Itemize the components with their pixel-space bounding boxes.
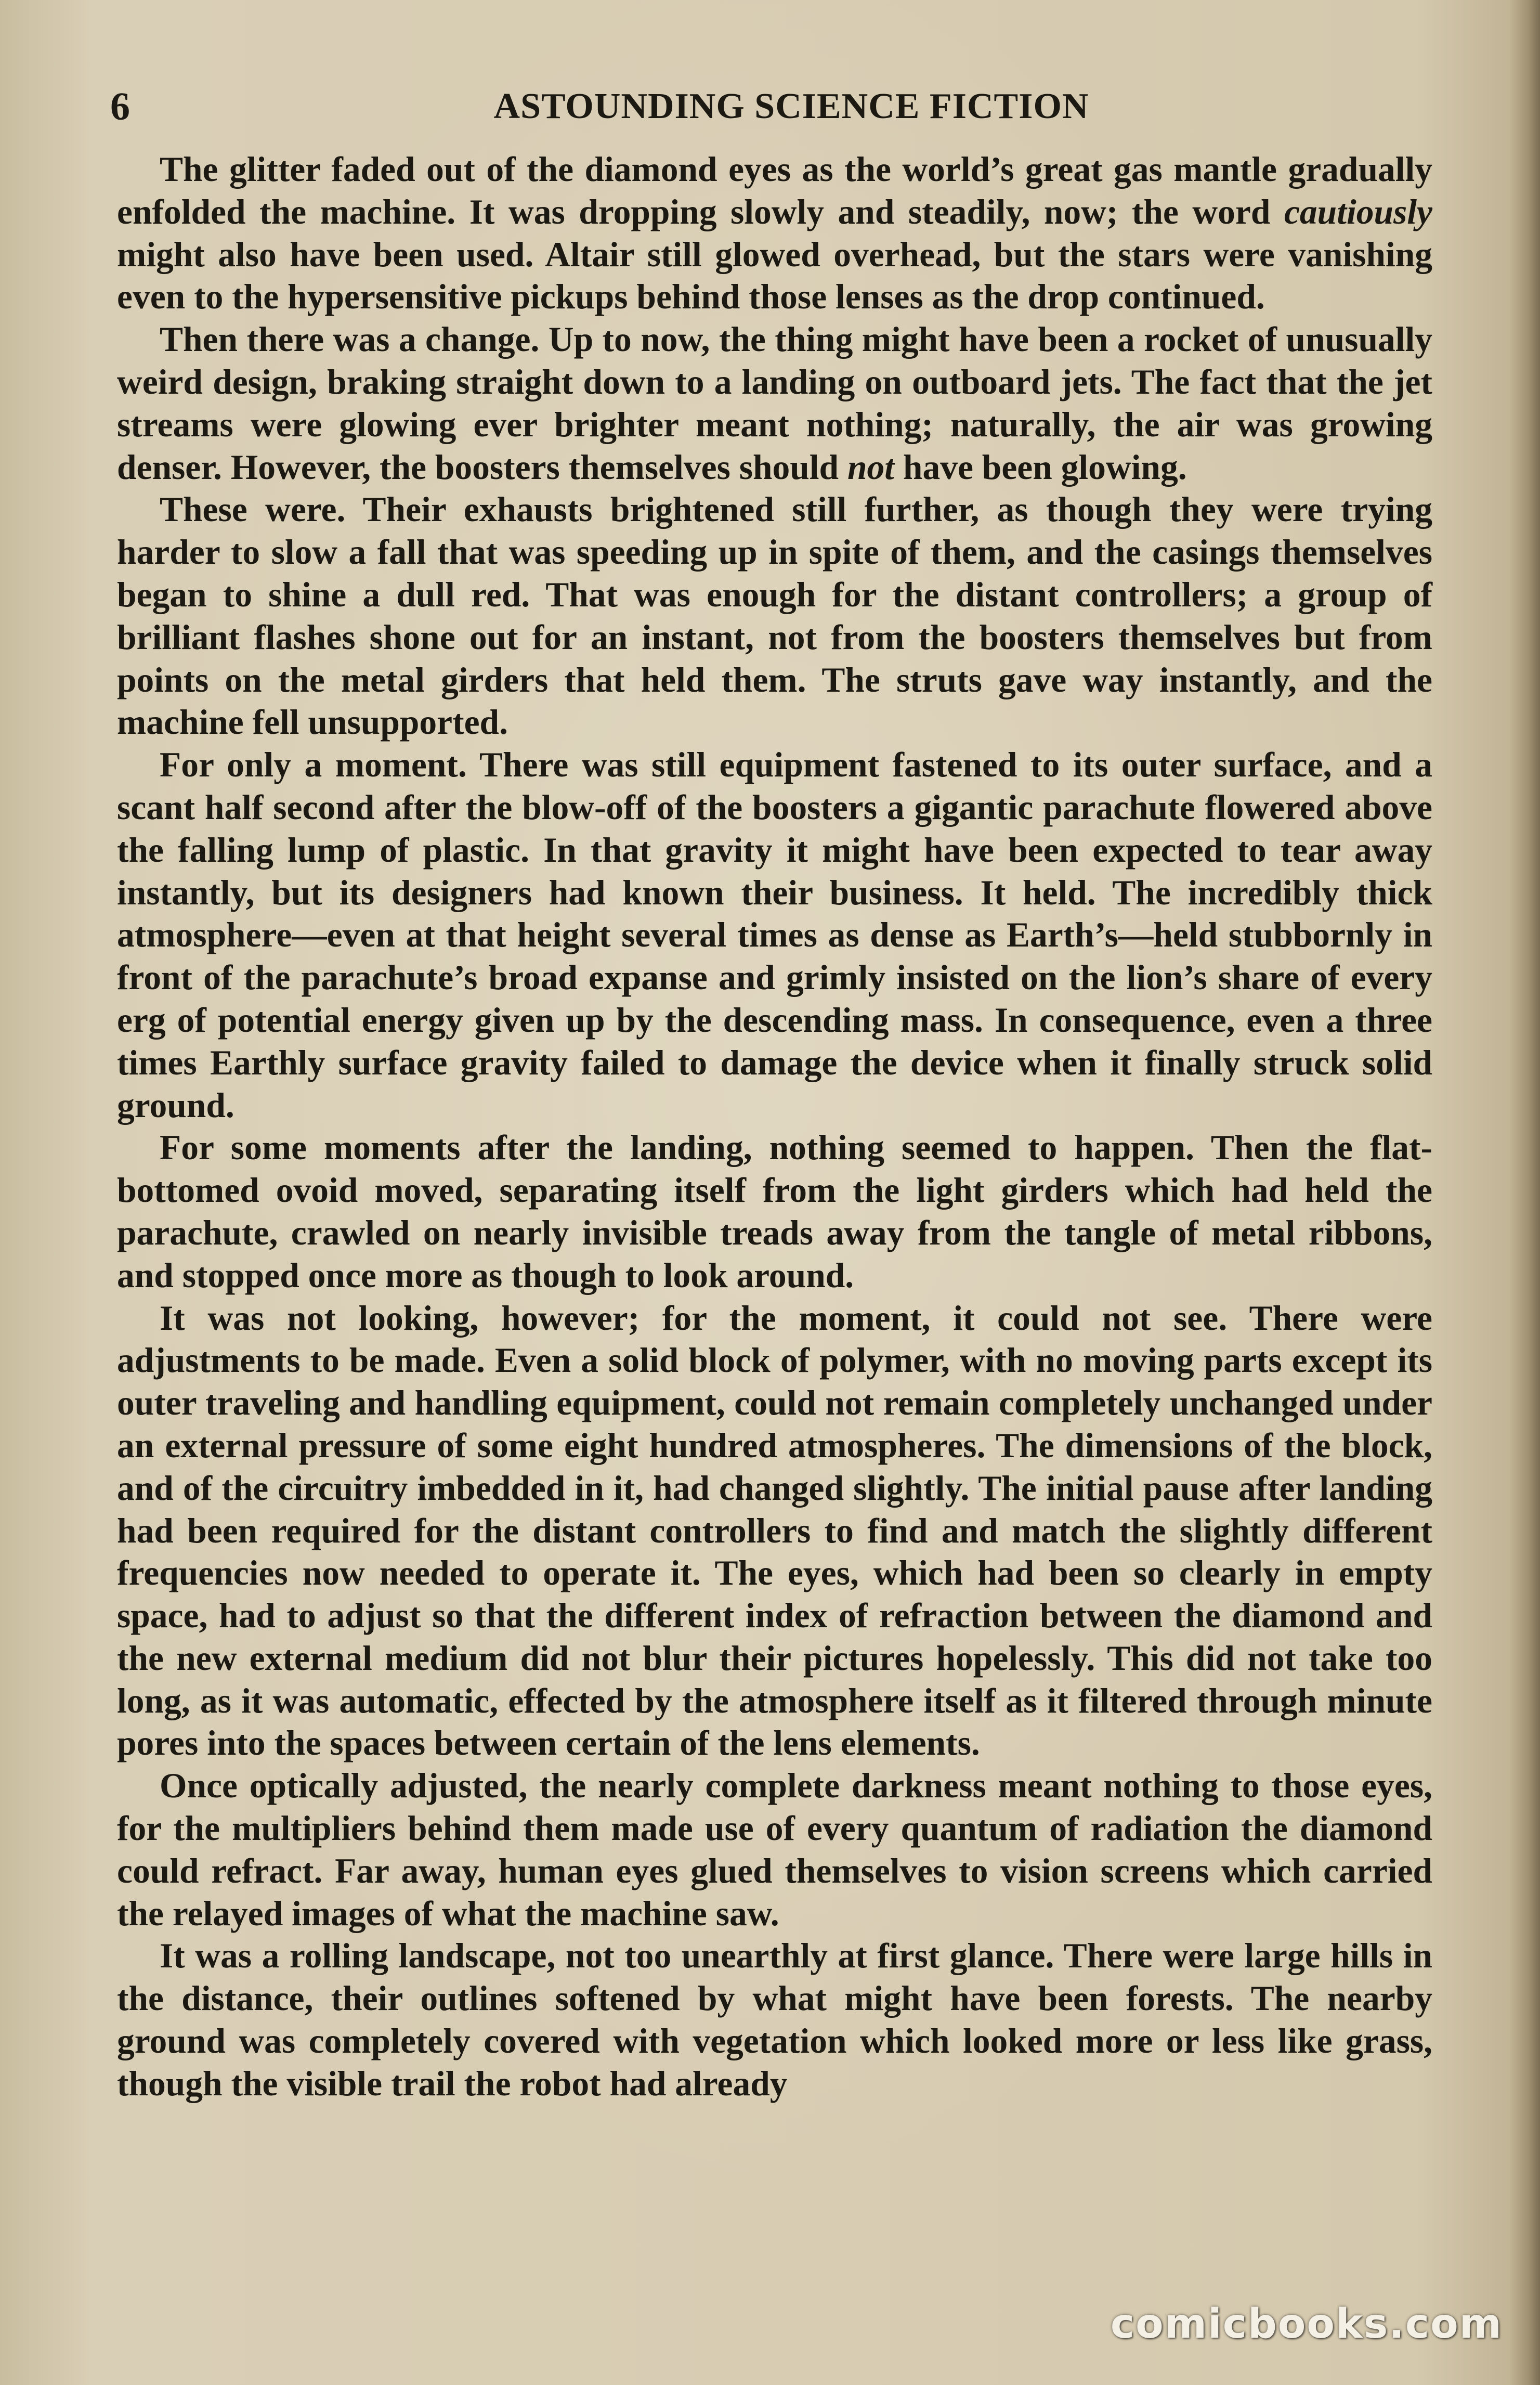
page-edge-shadow (1509, 0, 1540, 2385)
page-header (110, 78, 1431, 135)
paragraph: It was not looking, however; for the moment, it could not see. There were adjustments to be made. Even a solid block of polymer, with no moving parts except its outer traveling and handling equipment, could not remain completely unchanged under an external pressure of some eight hundred atmospheres. The dimensions of the block, and of the circuitry imbedded in it, had changed slightly. The initial pause after landing had been required for the distant controllers to find and match the slightly different frequencies now needed to operate it. The eyes, which had been so clearly in empty space, had to adjust so that the different index of refraction between the diamond and the new external medium did not blur their pictures hopelessly. This did not take too long, as it was automatic, effected by the atmosphere itself as it filtered through minute pores into the spaces between certain of the lens elements. (117, 1298, 1432, 1763)
body-text (117, 148, 1432, 2105)
paragraph: For some moments after the landing, nothing seemed to happen. Then the flat-bottomed ovoid moved, separating itself from the light girders which had held the parachute, crawled on nearly invisible treads away from the tangle of metal ribbons, and stopped once more as though to look around. (117, 1128, 1432, 1295)
paragraph: Once optically adjusted, the nearly complete darkness meant nothing to those eyes, for the multipliers behind them made use of every quantum of radiation the diamond could refract. Far away, human eyes glued themselves to vision screens which carried the relayed images of what the machine saw. (117, 1766, 1432, 1933)
running-head: ASTOUNDING SCIENCE FICTION (493, 86, 1089, 126)
paragraph: The glitter faded out of the diamond eyes as the world’s great gas mantle gradually enfolded the machine. It was dropping slowly and steadily, now; the word cautiously might also have been used. Altair still glowed overhead, but the stars were vanishing even to the hypersensitive pickups behind those lenses as the drop continued. (117, 150, 1432, 317)
emphasis-text: not (847, 447, 895, 487)
paragraph: It was a rolling landscape, not too unearthly at first glance. There were large hills in the distance, their outlines softened by what might have been forests. The nearby ground was completely covered with vegetation which looked more or less like grass, though the visible trail the robot had already (117, 1936, 1432, 2103)
watermark: comicbooks.com (1110, 2301, 1503, 2348)
paragraph: These were. Their exhausts brightened still further, as though they were trying harder to slow a fall that was speeding up in spite of them, and the casings themselves began to shine a dull red. That was enough for the distant controllers; a group of brilliant flashes shone out for an instant, not from the boosters themselves but from points on the metal girders that held them. The struts gave way instantly, and the machine fell unsupported. (117, 490, 1432, 742)
emphasis-text: cautiously (1284, 192, 1432, 231)
paragraph: Then there was a change. Up to now, the thing might have been a rocket of unusually weird design, braking straight down to a landing on outboard jets. The fact that the jet streams were glowing ever brighter meant nothing; naturally, the air was growing denser. However, the boosters themselves should not have been glowing. (117, 320, 1432, 487)
page-number: 6 (110, 85, 130, 128)
paragraph: For only a moment. There was still equipment fastened to its outer surface, and a scant half second after the blow-off of the boosters a gigantic parachute flowered above the falling lump of plastic. In that gravity it might have been expected to tear away instantly, but its designers had known their business. It held. The incredibly thick atmosphere—even at that height several times as dense as Earth’s—held stubbornly in front of the parachute’s broad expanse and grimly insisted on the lion’s share of every erg of potential energy given up by the descending mass. In consequence, even a three times Earthly surface gravity failed to damage the device when it finally struck solid ground. (117, 745, 1432, 1125)
